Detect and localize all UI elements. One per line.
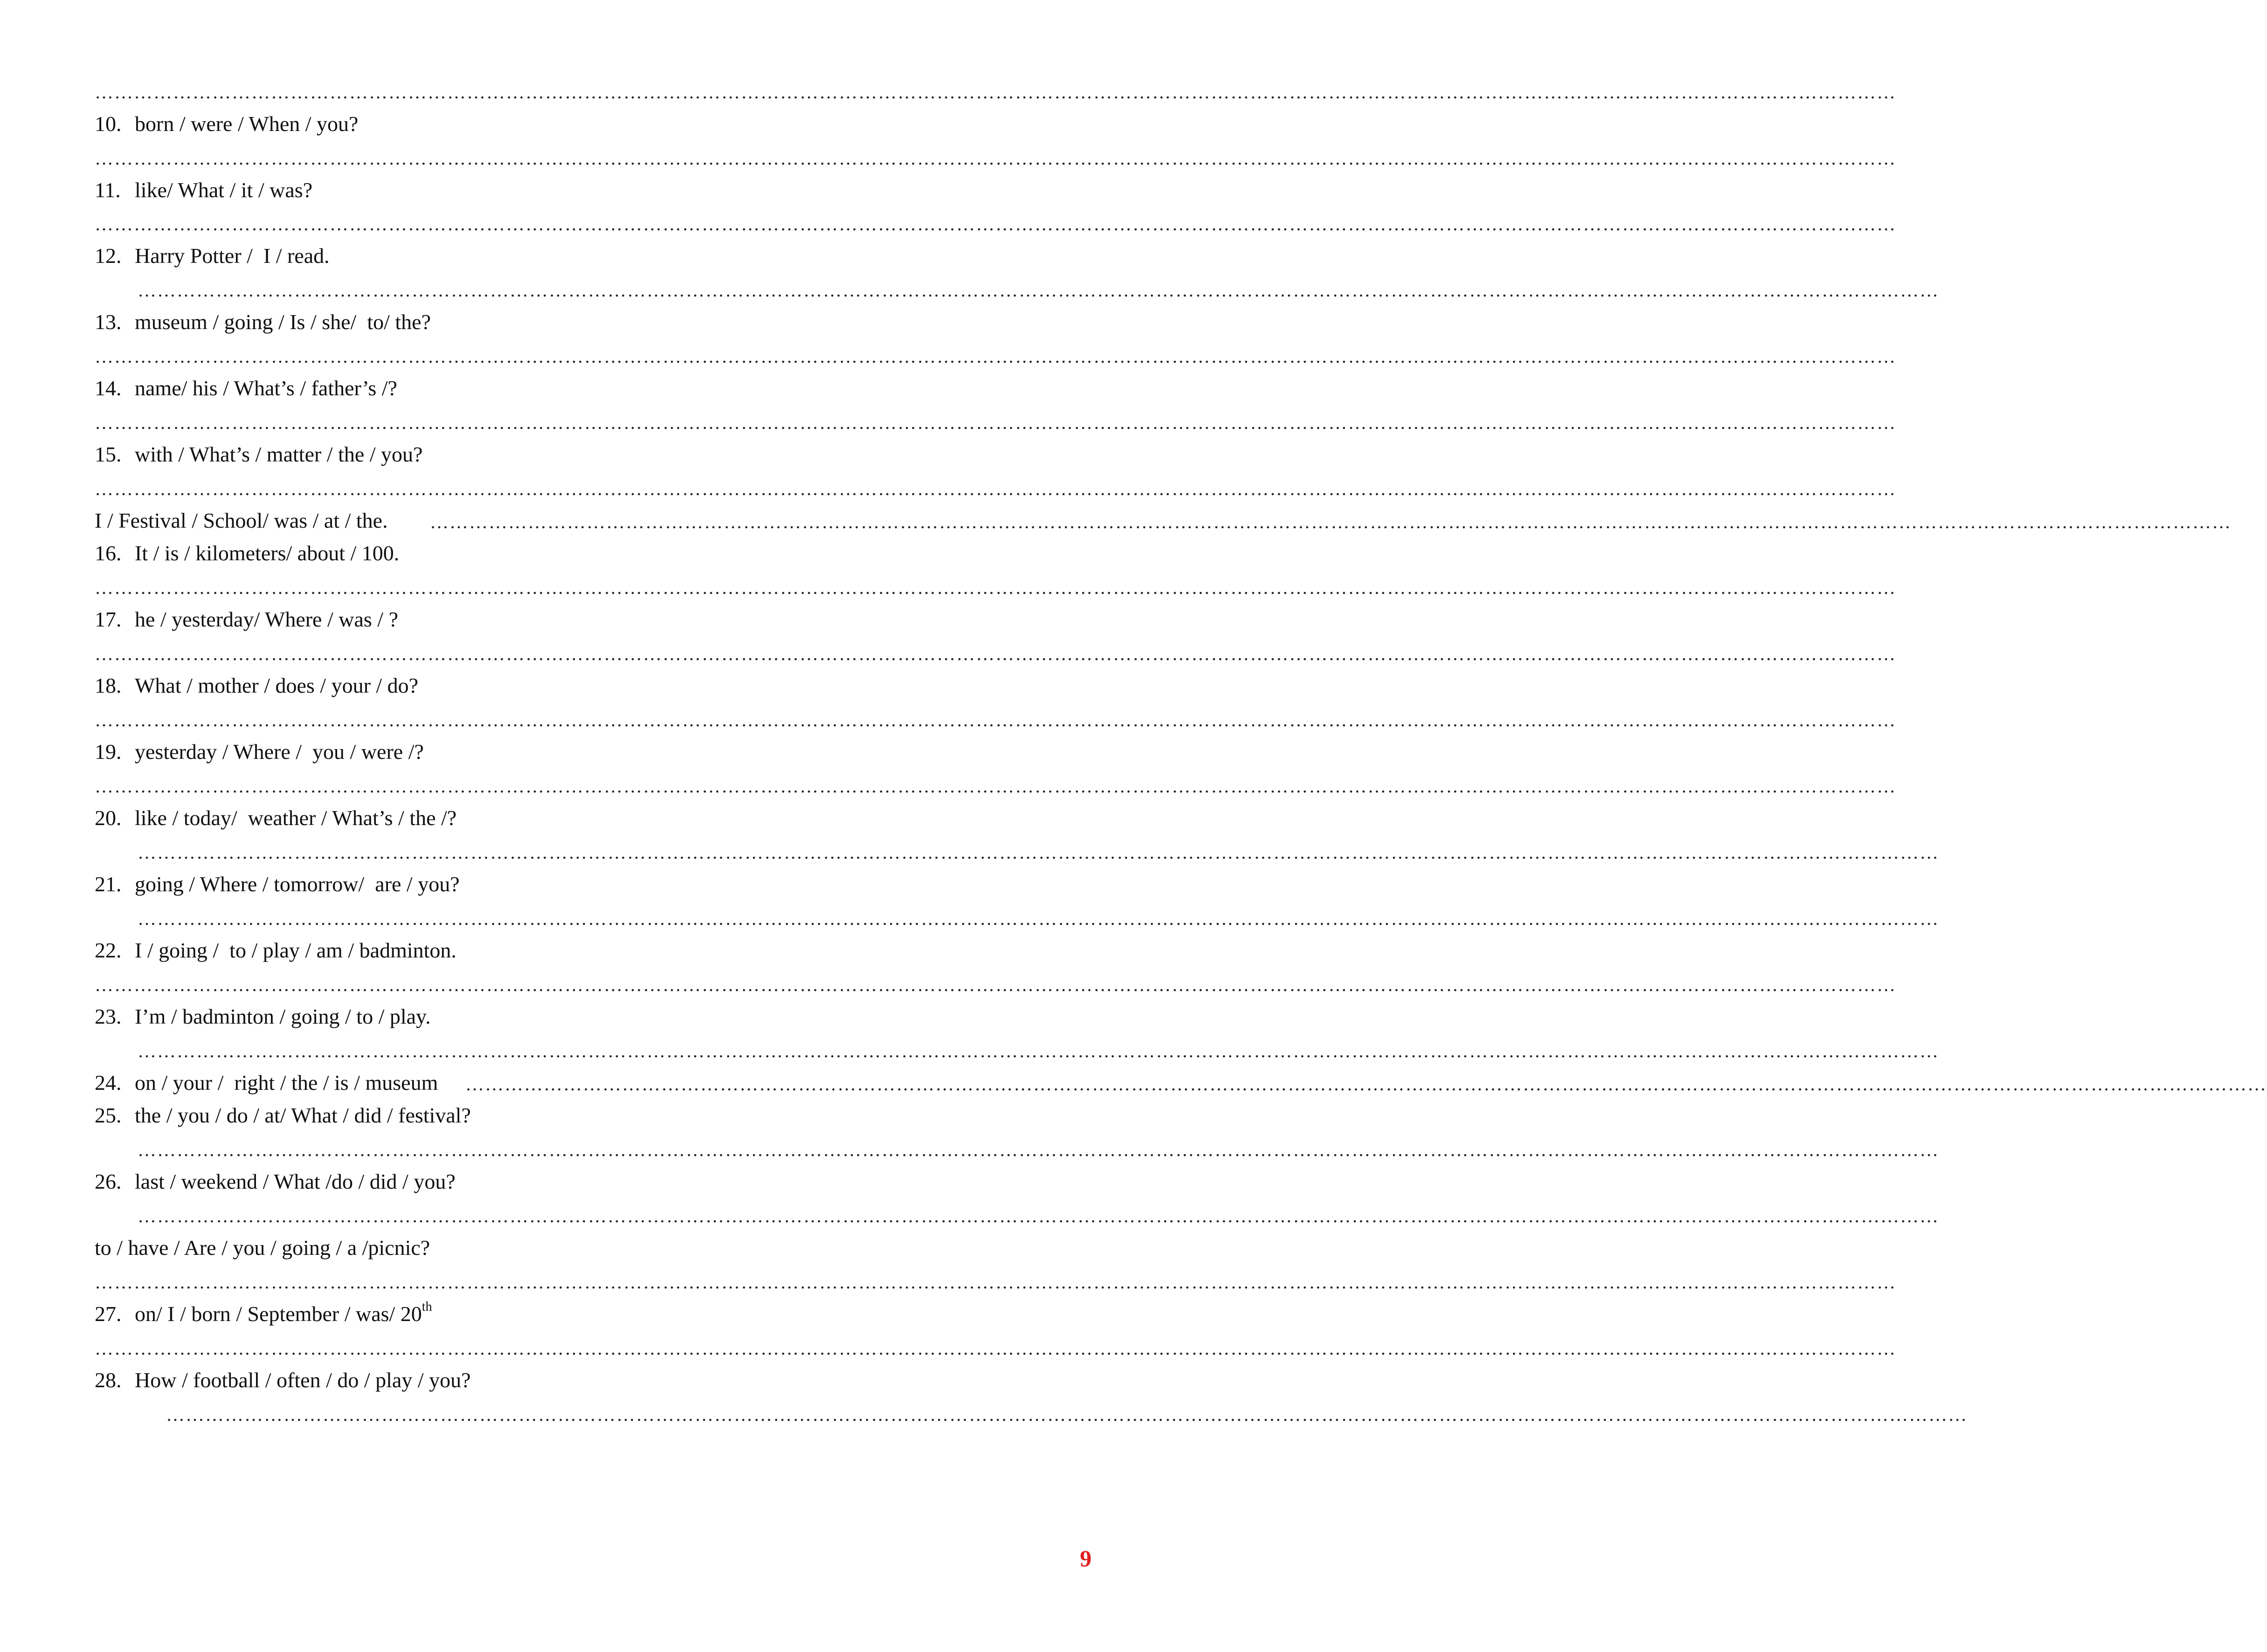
- item-text: Harry Potter / I / read.: [135, 244, 330, 268]
- item-text: museum / going / Is / she/ to/ the?: [135, 310, 431, 334]
- question-item: [95, 739, 424, 765]
- item-text: It / is / kilometers/ about / 100.: [135, 541, 400, 565]
- answer-line: ……………………………………………………………………………………………………………………………………………………………………………………………………………………………………………………: [95, 346, 1896, 367]
- question-item: [95, 243, 330, 269]
- answer-line: ……………………………………………………………………………………………………………………………………………………………………………………………………………………………………………………: [138, 908, 1939, 929]
- item-text: last / weekend / What /do / did / you?: [135, 1170, 456, 1193]
- answer-line: ……………………………………………………………………………………………………………………………………………………………………………………………………………………………………………………: [138, 280, 1939, 301]
- answer-line: ……………………………………………………………………………………………………………………………………………………………………………………………………………………………………………………: [95, 643, 1896, 664]
- answer-line: ……………………………………………………………………………………………………………………………………………………………………………………………………………………………………………………: [95, 478, 1896, 499]
- item-text: with / What’s / matter / the / you?: [135, 442, 423, 466]
- item-number: 25.: [95, 1103, 122, 1127]
- item-text: going / Where / tomorrow/ are / you?: [135, 872, 460, 896]
- question-item: [95, 606, 398, 633]
- item-number: 14.: [95, 376, 122, 400]
- item-number: 13.: [95, 310, 122, 334]
- item-number: 11.: [95, 178, 121, 202]
- question-item: [95, 673, 418, 699]
- answer-line: ……………………………………………………………………………………………………………………………………………………………………………………………………………………………………………………: [95, 213, 1896, 234]
- item-text: I / Festival / School/ was / at / the.: [95, 509, 394, 532]
- item-text: on/ I / born / September / was/ 20: [135, 1302, 422, 1326]
- item-number: 23.: [95, 1005, 122, 1028]
- item-number: 26.: [95, 1170, 122, 1193]
- answer-line: ……………………………………………………………………………………………………………………………………………………………………………………………………………………………………………………: [95, 1338, 1896, 1359]
- question-item: [95, 508, 393, 534]
- item-number: 16.: [95, 541, 122, 565]
- question-item: [95, 540, 399, 566]
- question-item: [95, 309, 431, 335]
- item-text: on / your / right / the / is / museum: [135, 1071, 438, 1094]
- item-text: I / going / to / play / am / badminton.: [135, 938, 456, 962]
- item-number: 18.: [95, 674, 122, 697]
- item-number: 12.: [95, 244, 122, 268]
- question-item: [95, 1102, 471, 1129]
- answer-line: ……………………………………………………………………………………………………………………………………………………………………………………………………………………………………………………: [138, 1139, 1939, 1160]
- question-item: [95, 871, 460, 897]
- item-text: to / have / Are / you / going / a /picnic?: [95, 1236, 430, 1260]
- answer-line: ……………………………………………………………………………………………………………………………………………………………………………………………………………………………………………………: [138, 1205, 1939, 1226]
- answer-line: ……………………………………………………………………………………………………………………………………………………………………………………………………………………………………………………: [95, 974, 1896, 995]
- item-number: 17.: [95, 607, 122, 631]
- item-number: 19.: [95, 740, 122, 764]
- item-number: 20.: [95, 806, 122, 830]
- item-number: 22.: [95, 938, 122, 962]
- item-text: like/ What / it / was?: [135, 178, 313, 202]
- answer-line-inline: ……………………………………………………………………………………………………………………………………………………………………………………………………………………………………………………: [465, 1074, 2267, 1094]
- answer-line: ……………………………………………………………………………………………………………………………………………………………………………………………………………………………………………………: [138, 1040, 1939, 1061]
- question-item: [95, 441, 422, 468]
- question-item: [95, 1004, 431, 1030]
- item-text: yesterday / Where / you / were /?: [135, 740, 424, 764]
- item-number: 24.: [95, 1071, 122, 1094]
- item-text: I’m / badminton / going / to / play.: [135, 1005, 431, 1028]
- item-number: 15.: [95, 442, 122, 466]
- ordinal-suffix: th: [422, 1300, 432, 1314]
- answer-line: ……………………………………………………………………………………………………………………………………………………………………………………………………………………………………………………: [95, 1272, 1896, 1293]
- item-number: 28.: [95, 1368, 122, 1392]
- answer-line: ……………………………………………………………………………………………………………………………………………………………………………………………………………………………………………………: [95, 776, 1896, 797]
- item-number: 10.: [95, 112, 122, 136]
- answer-line: ……………………………………………………………………………………………………………………………………………………………………………………………………………………………………………………: [95, 577, 1896, 598]
- item-text: name/ his / What’s / father’s /?: [135, 376, 397, 400]
- item-number: 21.: [95, 872, 122, 896]
- question-item: [95, 937, 456, 964]
- question-item: [95, 1070, 438, 1096]
- question-item: [95, 375, 397, 401]
- item-text: born / were / When / you?: [135, 112, 359, 136]
- answer-line-inline: ……………………………………………………………………………………………………………………………………………………………………………………………………………………………………………………: [430, 511, 2232, 532]
- question-item: [95, 111, 358, 137]
- question-item: [95, 1169, 456, 1195]
- answer-line: ……………………………………………………………………………………………………………………………………………………………………………………………………………………………………………………: [95, 148, 1896, 169]
- question-item: [95, 1235, 430, 1261]
- item-text: the / you / do / at/ What / did / festival?: [135, 1103, 471, 1127]
- question-item: [95, 1367, 471, 1393]
- item-text: What / mother / does / your / do?: [135, 674, 419, 697]
- item-text: like / today/ weather / What’s / the /?: [135, 806, 457, 830]
- answer-line: ……………………………………………………………………………………………………………………………………………………………………………………………………………………………………………………: [166, 1404, 1968, 1425]
- question-item: [95, 1301, 432, 1327]
- question-item: [95, 177, 312, 203]
- question-item: [95, 805, 456, 831]
- item-text: How / football / often / do / play / you?: [135, 1368, 471, 1392]
- answer-line: ……………………………………………………………………………………………………………………………………………………………………………………………………………………………………………………: [95, 709, 1896, 730]
- answer-line: ……………………………………………………………………………………………………………………………………………………………………………………………………………………………………………………: [95, 412, 1896, 433]
- item-text: he / yesterday/ Where / was / ?: [135, 607, 398, 631]
- page-number: 9: [1080, 1545, 1092, 1571]
- answer-line: ……………………………………………………………………………………………………………………………………………………………………………………………………………………………………………………: [95, 82, 1896, 103]
- answer-line: ……………………………………………………………………………………………………………………………………………………………………………………………………………………………………………………: [138, 842, 1939, 863]
- item-number: 27.: [95, 1302, 122, 1326]
